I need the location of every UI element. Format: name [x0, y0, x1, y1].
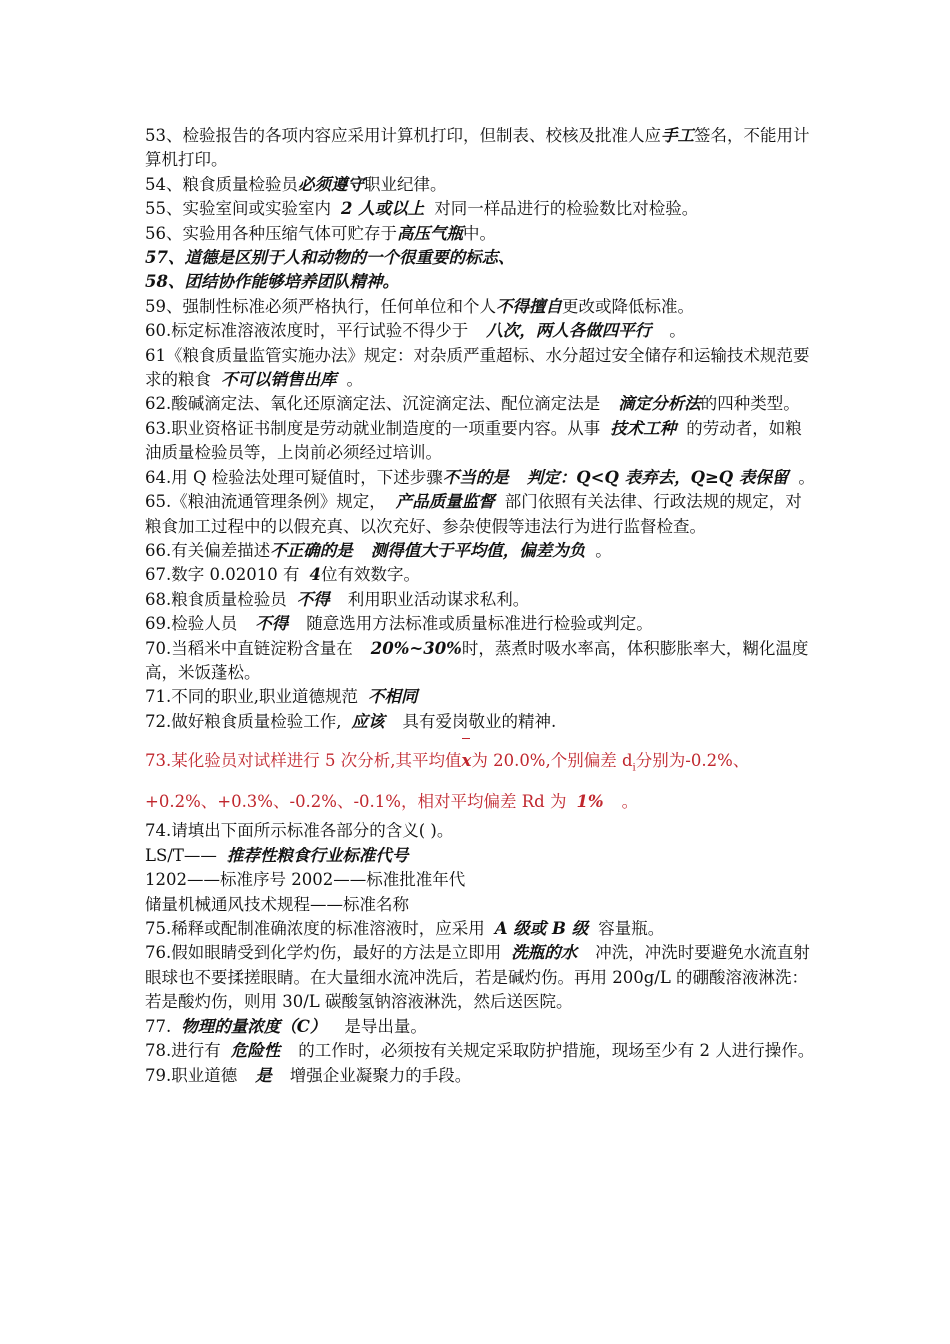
answer: A 级或 B 级 — [494, 919, 589, 939]
text: 70.当稻米中直链淀粉含量在 — [145, 638, 353, 658]
text: 。 — [621, 792, 639, 812]
text: 78.进行有 — [145, 1041, 221, 1061]
text: 54、粮食质量检验员 — [145, 174, 298, 194]
text: 职业纪律。 — [364, 174, 447, 194]
answer: 必须遵守 — [298, 174, 364, 194]
item-72 — [145, 710, 815, 734]
text: 59、强制性标准必须严格执行，任何单位和个人 — [145, 296, 496, 316]
text: 。 — [346, 370, 363, 390]
answer: 不当的是 — [442, 467, 509, 487]
text: 。 — [798, 467, 815, 487]
text: 66.有关偏差描述 — [145, 540, 271, 560]
item-76 — [145, 941, 815, 1014]
text: 具有爱岗敬业的精神. — [402, 711, 557, 731]
text: 77. — [145, 1016, 172, 1036]
text: LS/T—— — [145, 845, 217, 865]
text: 71.不同的职业,职业道德规范 — [145, 687, 358, 707]
text: 79.职业道德 — [145, 1065, 238, 1085]
answer: 产品质量监督 — [395, 492, 495, 512]
item-60 — [145, 319, 815, 343]
answer: 不可以销售出库 — [221, 370, 337, 390]
item-67 — [145, 563, 815, 587]
item-74: 74.请填出下面所示标准各部分的含义( )。 — [145, 821, 454, 841]
item-58: 58、团结协作能够培养团队精神。 — [145, 272, 399, 292]
item-54 — [145, 173, 815, 197]
item-77 — [145, 1015, 815, 1039]
text: 中。 — [463, 223, 496, 243]
text: 的四种类型。 — [700, 394, 800, 414]
item-61 — [145, 344, 815, 393]
item-55 — [145, 197, 815, 221]
item-75 — [145, 917, 815, 941]
answer: 2 人或以上 — [341, 199, 425, 219]
text: 56、实验用各种压缩气体可贮存于 — [145, 223, 397, 243]
text: 61《粮食质量监管实施办法》规定：对杂质严重超标、水分超过安全储存和运输技术规范要求的粮食 — [145, 345, 810, 390]
answer: 1% — [576, 792, 604, 812]
answer: 不得 — [296, 589, 330, 609]
answer: 物理的量浓度（C） — [181, 1016, 327, 1036]
answer: 应该 — [351, 711, 385, 731]
item-79 — [145, 1064, 815, 1088]
text: 位有效数字。 — [320, 565, 420, 585]
text: 60.标定标准溶液浓度时，平行试验不得少于 — [145, 321, 469, 341]
item-71 — [145, 685, 815, 709]
item-74-line-2: 1202——标准序号 2002——标准批准年代 — [145, 870, 466, 890]
answer: 危险性 — [230, 1041, 281, 1061]
text: 时，蒸煮时吸水率高，体积膨胀率大，糊化温度高，米饭蓬松。 — [145, 638, 809, 682]
text: 73.某化验员对试样进行 5 次分析,其平均值 — [145, 751, 462, 771]
text: 。 — [669, 321, 686, 341]
text: 随意选用方法标准或质量标准进行检验或判定。 — [306, 614, 653, 634]
text: 利用职业活动谋求私利。 — [347, 589, 530, 609]
text: 容量瓶。 — [598, 919, 665, 939]
item-73 — [145, 744, 815, 819]
item-53 — [145, 124, 815, 173]
text: 75.稀释或配制准确浓度的标准溶液时，应采用 — [145, 919, 485, 939]
text: 对同一样品进行的检验数比对检验。 — [434, 199, 699, 219]
answer: 4 — [309, 565, 321, 585]
document-page — [145, 124, 815, 1088]
text: 63.职业资格证书制度是劳动就业制造度的一项重要内容。从事 — [145, 418, 601, 438]
mean-symbol: x — [461, 744, 471, 778]
item-62 — [145, 392, 815, 416]
text: 76.假如眼睛受到化学灼伤，最好的方法是立即用 — [145, 943, 502, 963]
text: 69.检验人员 — [145, 614, 238, 634]
item-74-line-1 — [145, 844, 815, 868]
item-65 — [145, 490, 815, 539]
item-70 — [145, 637, 815, 686]
text: 为 20.0%,个别偏差 d — [471, 751, 633, 771]
text: 冲洗，冲洗时要避免水流直射眼球也不要揉搓眼睛。在大量细水流冲洗后，若是碱灼伤。再用 200g/L 的硼酸溶液淋洗：若是酸灼伤，则用 30/L 碳酸氢钠溶液淋洗，然后送医院。 — [145, 943, 810, 1012]
text: 62.酸碱滴定法、氧化还原滴定法、沉淀滴定法、配位滴定法是 — [145, 394, 601, 414]
answer: 是 — [255, 1065, 272, 1085]
text: 55、实验室间或实验室内 — [145, 199, 331, 219]
answer: 八次，两人各做四平行 — [486, 321, 652, 341]
item-68 — [145, 588, 815, 612]
text: 的工作时，必须按有关规定采取防护措施，现场至少有 2 人进行操作。 — [298, 1041, 815, 1061]
text: 增强企业凝聚力的手段。 — [289, 1065, 472, 1085]
text: 签名，不能用计算机打印。 — [145, 126, 810, 170]
text: 。 — [595, 540, 612, 560]
answer: 推荐性粮食行业标准代号 — [226, 845, 409, 865]
item-78 — [145, 1039, 815, 1063]
text: 72.做好粮食质量检验工作, — [145, 711, 342, 731]
answer: 测得值大于平均值，偏差为负 — [370, 540, 586, 560]
text: 部门依照有关法律、行政法规的规定，对粮食加工过程中的以假充真、以次充好、参杂使假等违法行为进行监督检查。 — [145, 492, 802, 536]
answer: 洗瓶的水 — [511, 943, 578, 963]
answer: 不得 — [255, 614, 289, 634]
text: 65.《粮油流通管理条例》规定， — [145, 492, 386, 512]
answer: 20%~30% — [370, 638, 462, 658]
answer: 滴定分析法 — [618, 394, 701, 414]
text: 64.用 Q 检验法处理可疑值时，下述步骤 — [145, 467, 443, 487]
answer: 手工 — [661, 126, 694, 145]
item-63 — [145, 417, 815, 466]
item-66 — [145, 539, 815, 563]
answer: 不正确的是 — [270, 540, 353, 560]
text: 是导出量。 — [344, 1016, 427, 1036]
subscript: i — [632, 762, 636, 774]
item-56 — [145, 222, 815, 246]
answer: 不相同 — [368, 687, 418, 707]
item-57: 57、道德是区别于人和动物的一个很重要的标志、 — [145, 248, 515, 268]
item-74-line-3: 储量机械通风技术规程——标准名称 — [145, 894, 409, 914]
text: 68.粮食质量检验员 — [145, 589, 287, 609]
answer: 判定：Q<Q 表弃去，Q≥Q 表保留 — [526, 467, 789, 487]
text: 更改或降低标准。 — [562, 296, 694, 316]
text: 67.数字 0.02010 有 — [145, 565, 300, 585]
text: 53、检验报告的各项内容应采用计算机打印，但制表、校核及批准人应 — [145, 126, 661, 145]
answer: 技术工种 — [610, 418, 677, 438]
text: 分别为-0.2%、+0.2%、+0.3%、-0.2%、-0.1%，相对平均偏差 Rd 为 — [145, 751, 750, 812]
answer: 高压气瓶 — [397, 223, 463, 243]
item-59 — [145, 295, 815, 319]
answer: 不得擅自 — [496, 296, 562, 316]
text: 的劳动者，如粮油质量检验员等，上岗前必须经过培训。 — [145, 418, 802, 463]
item-64 — [145, 466, 815, 490]
item-69 — [145, 612, 815, 636]
